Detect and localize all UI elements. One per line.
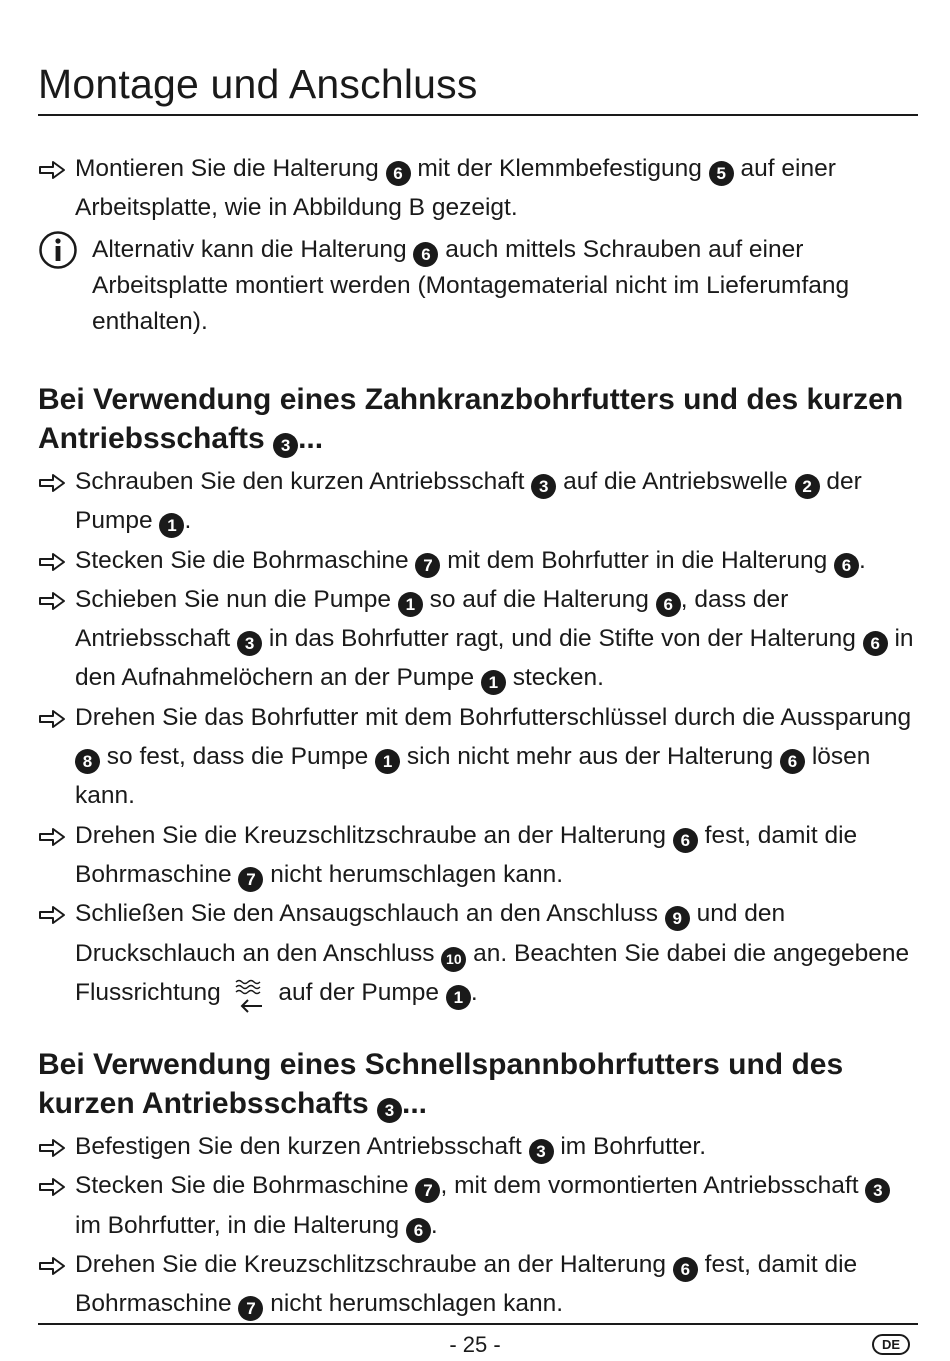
hollow-arrow-icon (38, 827, 66, 847)
part-number-badge: 9 (665, 906, 690, 931)
part-number-badge: 6 (780, 749, 805, 774)
part-number-badge: 6 (386, 161, 411, 186)
step-item (38, 816, 918, 895)
step-item (38, 894, 918, 1016)
part-number-badge: 7 (415, 1178, 440, 1203)
note-text: Alternativ kann die Halterung (92, 235, 414, 263)
step-text: auf einer Arbeitsplatte, wie in Abbildung B gezeigt. (75, 155, 836, 222)
hollow-arrow-icon (38, 1256, 66, 1276)
step-text: Befestigen Sie den kurzen Antriebsschaft (75, 1133, 529, 1160)
step-text: mit der Klemmbefestigung (410, 155, 709, 182)
part-number-badge: 3 (531, 474, 556, 499)
part-number-badge: 6 (673, 1257, 698, 1282)
step-text: . (184, 507, 192, 535)
step-item (38, 462, 918, 541)
hollow-arrow-icon (38, 1138, 66, 1158)
info-note (38, 232, 918, 340)
step-text: lösen kann. (75, 743, 871, 810)
intro-step-1 (38, 149, 918, 228)
step-text: sich nicht mehr aus der Halterung (400, 743, 781, 771)
part-number-badge: 1 (481, 670, 506, 695)
part-number-badge: 3 (865, 1178, 890, 1203)
part-number-badge: 6 (413, 242, 438, 267)
part-number-badge: 6 (673, 828, 698, 853)
step-text: Schrauben Sie den kurzen Antriebsschaft (75, 468, 532, 495)
step-text: . (859, 546, 866, 574)
part-number-badge: 10 (441, 947, 466, 972)
step-text: . (470, 978, 478, 1006)
step-text: Drehen Sie die Kreuzschlitzschraube an der Halterung (75, 821, 673, 849)
part-number-badge: 1 (398, 592, 423, 617)
step-text: und den Druckschlauch an den Anschluss (75, 900, 786, 967)
step-text: in den Aufnahmelöchern an der Pumpe (75, 625, 914, 692)
step-text: Stecken Sie die Bohrmaschine (75, 1172, 416, 1200)
title-divider (38, 114, 918, 116)
part-number-badge: 1 (375, 749, 400, 774)
step-text: der Pumpe (75, 468, 862, 535)
part-number-badge: 6 (834, 553, 859, 578)
step-text: im Bohrfutter. (553, 1133, 707, 1160)
hollow-arrow-icon (38, 473, 66, 493)
page-title: Montage und Anschluss (38, 61, 478, 107)
hollow-arrow-icon (38, 552, 66, 572)
part-number-badge: 3 (377, 1098, 402, 1123)
section-zahnkranz (38, 380, 918, 1016)
step-text: Stecken Sie die Bohrmaschine (75, 546, 416, 574)
hollow-arrow-icon (38, 905, 66, 925)
heading-text: Bei Verwendung eines Zahnkranzbohrfutters und des kurzen Antriebsschafts (38, 383, 904, 455)
part-number-badge: 7 (415, 553, 440, 578)
step-text: nicht herumschlagen kann. (263, 1290, 564, 1318)
section-heading (38, 380, 918, 458)
step-text: auf der Pumpe (271, 978, 446, 1006)
step-text: . (430, 1211, 438, 1239)
language-badge: DE (872, 1334, 910, 1355)
step-text: an. Beachten Sie dabei die angegebene Flussrichtung (75, 939, 910, 1006)
step-text: so fest, dass die Pumpe (100, 743, 376, 771)
step-text: fest, damit die Bohrmaschine (75, 1250, 858, 1318)
hollow-arrow-icon (38, 709, 66, 729)
step-item (38, 698, 918, 816)
page-number: - 25 - (449, 1332, 501, 1357)
step-text: fest, damit die Bohrmaschine (75, 821, 858, 888)
step-text: in das Bohrfutter ragt, und die Stifte von der Halterung (262, 625, 863, 653)
footer-divider (38, 1323, 918, 1325)
part-number-badge: 7 (238, 1296, 263, 1321)
section-schnellspann (38, 1045, 918, 1323)
part-number-badge: 6 (406, 1218, 431, 1243)
part-number-badge: 2 (795, 474, 820, 499)
hollow-arrow-icon (38, 160, 66, 180)
step-text: Drehen Sie das Bohrfutter mit dem Bohrfutterschlüssel durch die Aussparung (75, 703, 912, 731)
intro-block (38, 149, 918, 340)
step-text: Schieben Sie nun die Pumpe (75, 585, 398, 613)
step-text: Drehen Sie die Kreuzschlitzschraube an der Halterung (75, 1250, 673, 1278)
part-number-badge: 5 (709, 161, 734, 186)
part-number-badge: 1 (446, 985, 471, 1010)
heading-suffix: ... (298, 422, 324, 455)
part-number-badge: 1 (159, 513, 184, 538)
step-text: im Bohrfutter, in die Halterung (75, 1211, 406, 1239)
part-number-badge: 8 (75, 749, 100, 774)
step-text: Schließen Sie den Ansaugschlauch an den Anschluss (75, 900, 665, 928)
step-text: so auf die Halterung (422, 585, 656, 613)
step-item (38, 1127, 918, 1166)
step-text: stecken. (505, 664, 604, 692)
step-item (38, 580, 918, 698)
part-number-badge: 3 (237, 631, 262, 656)
step-text: Montieren Sie die Halterung (75, 155, 386, 182)
hollow-arrow-icon (38, 1177, 66, 1197)
heading-text: Bei Verwendung eines Schnellspannbohrfutters und des kurzen Antriebsschafts (38, 1048, 844, 1120)
step-text: auf die Antriebswelle (556, 468, 795, 495)
step-text: , mit dem vormontierten Antriebsschaft (440, 1172, 866, 1200)
part-number-badge: 6 (863, 631, 888, 656)
step-item (38, 1245, 918, 1324)
step-text: , dass der Antriebsschaft (75, 585, 789, 653)
part-number-badge: 6 (656, 592, 681, 617)
step-text: mit dem Bohrfutter in die Halterung (440, 546, 835, 574)
part-number-badge: 3 (529, 1139, 554, 1164)
part-number-badge: 7 (238, 867, 263, 892)
step-item (38, 1166, 918, 1245)
step-item (38, 541, 918, 580)
info-icon (38, 230, 78, 270)
part-number-badge: 3 (273, 433, 298, 458)
note-text: auch mittels Schrauben auf einer Arbeitsplatte montiert werden (Montagematerial nicht im Lieferumfang enthalten). (92, 235, 850, 335)
heading-suffix: ... (401, 1087, 427, 1120)
flow-direction-icon (228, 976, 272, 1016)
step-text: nicht herumschlagen kann. (263, 860, 564, 888)
section-heading (38, 1045, 918, 1123)
hollow-arrow-icon (38, 591, 66, 611)
